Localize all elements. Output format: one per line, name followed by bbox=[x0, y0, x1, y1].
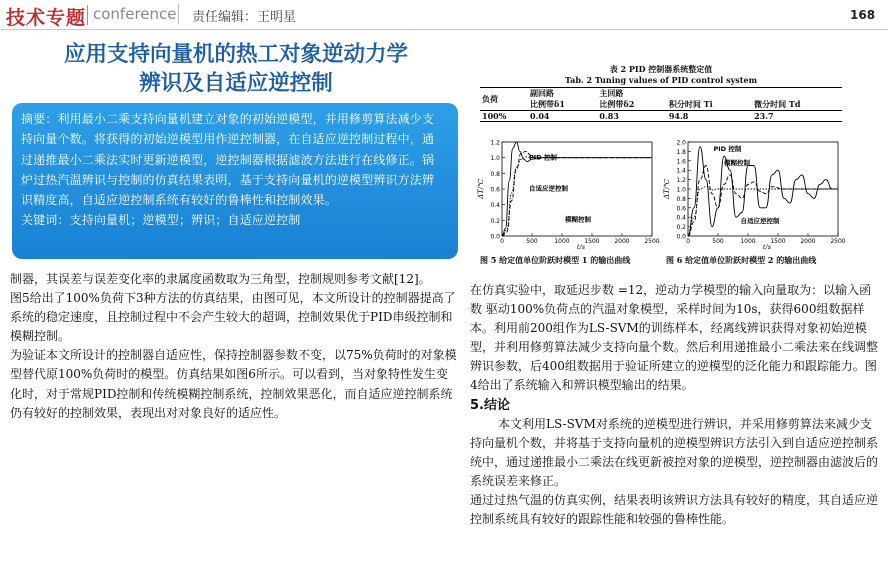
section-heading: 5.结论 bbox=[470, 397, 510, 413]
series-label: 自适应逆控制 bbox=[740, 217, 780, 226]
x-tick-label: 1000 bbox=[740, 238, 756, 245]
series-label: 模糊控制 bbox=[565, 215, 591, 224]
y-tick-label: 1.2 bbox=[490, 139, 500, 147]
abstract-text: 摘要：利用最小二乘支持向量机建立对象的初始逆模型，并用修剪算法减少支持向量个数。将获得的初始逆模型用作逆控制器，在自适应逆控制过程中，通过递推最小二乘法实时更新逆模型，逆控制器根据滤波方法进行在线修正。锅炉过热汽温辨识与控制的仿真结果表明，基于支持向量机的逆模型辨识方法辨识精度高，自适应逆控制系统有较好的鲁棒性和控制效果。 bbox=[21, 112, 435, 208]
y-tick-label: 2.0 bbox=[676, 139, 686, 147]
y-tick-label: 0.0 bbox=[676, 233, 686, 241]
keywords: 关键词：支持向量机；逆模型；辨识；自适应逆控制 bbox=[21, 213, 301, 228]
y-tick-label: 0.2 bbox=[676, 224, 686, 232]
header-main-loop: 主回路 bbox=[597, 88, 842, 100]
x-tick-label: 0 bbox=[686, 238, 690, 245]
y-tick-label: 0.8 bbox=[676, 195, 686, 203]
y-tick-label: 1.0 bbox=[676, 186, 686, 194]
x-tick-label: 1500 bbox=[584, 238, 600, 245]
editor-credit: 责任编辑：王明星 bbox=[192, 10, 297, 25]
tuning-table bbox=[480, 87, 842, 122]
series-label: 模糊控制 bbox=[724, 158, 750, 167]
brand-divider bbox=[87, 5, 88, 25]
x-tick-label: 500 bbox=[712, 238, 724, 245]
cell-p62: 0.83 bbox=[597, 111, 666, 122]
cell-td: 23.7 bbox=[752, 111, 842, 122]
y-tick-label: 0.2 bbox=[490, 217, 500, 225]
column-brand: 技术专题 bbox=[6, 7, 87, 29]
y-tick-label: 0.0 bbox=[490, 233, 500, 241]
x-tick-label: 2000 bbox=[614, 238, 630, 245]
x-tick-label: 2000 bbox=[800, 238, 816, 245]
table-caption-cn: 表 2 PID 控制器系统整定值 bbox=[609, 64, 713, 74]
paragraph: 本文利用LS-SVM对系统的逆模型进行辨识，并采用修剪算法来减少支持向量机个数，并将基于支持向量机的逆模型辨识方法引入到自适应逆控制系统中，通过递推最小二乘法在线更新被控对象的逆模型，逆控制器由滤波后的系统误差来修正。 bbox=[470, 416, 879, 488]
table-caption-en: Tab. 2 Tuning values of PID control system bbox=[564, 75, 758, 85]
y-tick-label: 0.6 bbox=[490, 186, 500, 194]
header-divider bbox=[178, 4, 179, 24]
series-label: 自适应逆控制 bbox=[529, 184, 568, 193]
paragraph: 制器，其误差与误差变化率的隶属度函数取为三角型，控制规则参考文献[12]。 bbox=[10, 272, 431, 286]
y-tick-label: 0.4 bbox=[676, 214, 686, 222]
article-title bbox=[14, 40, 458, 98]
figure-5-chart bbox=[476, 136, 662, 254]
header-p62: 比例带δ2 bbox=[597, 99, 666, 111]
y-tick-label: 0.6 bbox=[676, 205, 686, 213]
page-header bbox=[0, 0, 888, 30]
x-axis-label: t/s bbox=[762, 243, 772, 251]
figure-6-chart bbox=[662, 136, 848, 254]
x-tick-label: 1000 bbox=[554, 238, 570, 245]
paragraph: 为验证本文所设计的控制器自适应性，保持控制器参数不变，以75%负荷时的对象模型替代原100%负荷时的模型。仿真结果如图6所示。可以看到，当对象特性发生变化时，对于常规PID控制和传统模糊控制系统，控制效果恶化，而自适应逆控制系统仍有较好的控制效果，表现出对对象良好的适应性。 bbox=[10, 348, 457, 420]
x-tick-label: 1500 bbox=[770, 238, 786, 245]
y-tick-label: 1.4 bbox=[676, 167, 686, 175]
cell-ti: 94.8 bbox=[667, 111, 752, 122]
paragraph: 在仿真实验中，取延迟步数 =12，逆动力学模型的输入向量取为：以输入函数 驱动100%负荷点的汽温对象模型，采样时间为10s，获得600组数据样本。利用前200组作为LS-SVM的训练样本，经离线辨识获得对象初始逆模型，并利用修剪算法减少支持向量个数。然后利用递推最小二乘法来在线调整辨识参数，后400组数据用于验证所建立的逆模型的泛化能力和跟踪能力。图4给出了系统输入和辨识模型输出的结果。 bbox=[470, 283, 879, 393]
y-tick-label: 0.4 bbox=[490, 202, 500, 210]
series-label: PID 控制 bbox=[529, 153, 557, 162]
series-label: PID 控制 bbox=[713, 144, 742, 153]
x-axis-label: t/s bbox=[576, 243, 586, 251]
y-tick-label: 1.6 bbox=[676, 158, 686, 166]
left-column bbox=[10, 270, 458, 423]
right-column bbox=[470, 281, 880, 529]
y-tick-label: 0.8 bbox=[490, 170, 500, 178]
header-load: 负荷 bbox=[480, 88, 528, 111]
x-tick-label: 0 bbox=[500, 238, 504, 245]
y-axis-label: ΔT/℃ bbox=[663, 179, 671, 199]
figures bbox=[476, 136, 848, 266]
title-line-2: 辨识及自适应逆控制 bbox=[139, 71, 333, 96]
x-tick-label: 2500 bbox=[644, 238, 660, 245]
title-line-1: 应用支持向量机的热工对象逆动力学 bbox=[63, 42, 408, 67]
header-sub-loop: 副回路 bbox=[528, 88, 597, 100]
paragraph: 图5给出了100%负荷下3种方法的仿真结果，由图可见，本文所设计的控制器提高了系统的稳定速度，且控制过程中不会产生较大的超调，控制效果优于PID串级控制和模糊控制。 bbox=[10, 291, 456, 344]
x-tick-label: 2500 bbox=[830, 238, 846, 245]
cell-p61: 0.04 bbox=[528, 111, 597, 122]
abstract-box bbox=[12, 103, 458, 259]
table-2 bbox=[480, 64, 842, 122]
series-line-2 bbox=[688, 166, 838, 237]
y-tick-label: 1.8 bbox=[676, 148, 686, 156]
column-brand-en: conference bbox=[93, 5, 177, 23]
header-td: 微分时间 Td bbox=[752, 99, 842, 111]
page-number: 168 bbox=[850, 8, 876, 22]
figure-5-caption: 图 5 给定值单位阶跃时模型 1 的输出曲线 bbox=[480, 255, 631, 265]
series-line-3 bbox=[688, 187, 838, 236]
y-axis-label: ΔT/℃ bbox=[477, 179, 485, 199]
series-line-3 bbox=[502, 157, 652, 236]
cell-load: 100% bbox=[480, 111, 528, 122]
figure-6-caption: 图 6 给定值单位阶跃时模型 2 的输出曲线 bbox=[666, 255, 817, 265]
y-tick-label: 1.0 bbox=[490, 155, 500, 163]
header-ti: 积分时间 Ti bbox=[667, 99, 752, 111]
header-p61: 比例带δ1 bbox=[528, 99, 597, 111]
paragraph: 通过过热气温的仿真实例，结果表明该辨识方法具有较好的精度，其自适应逆控制系统具有较好的跟踪性能和较强的鲁棒性能。 bbox=[470, 492, 879, 527]
x-tick-label: 500 bbox=[526, 238, 538, 245]
y-tick-label: 1.2 bbox=[676, 177, 686, 185]
